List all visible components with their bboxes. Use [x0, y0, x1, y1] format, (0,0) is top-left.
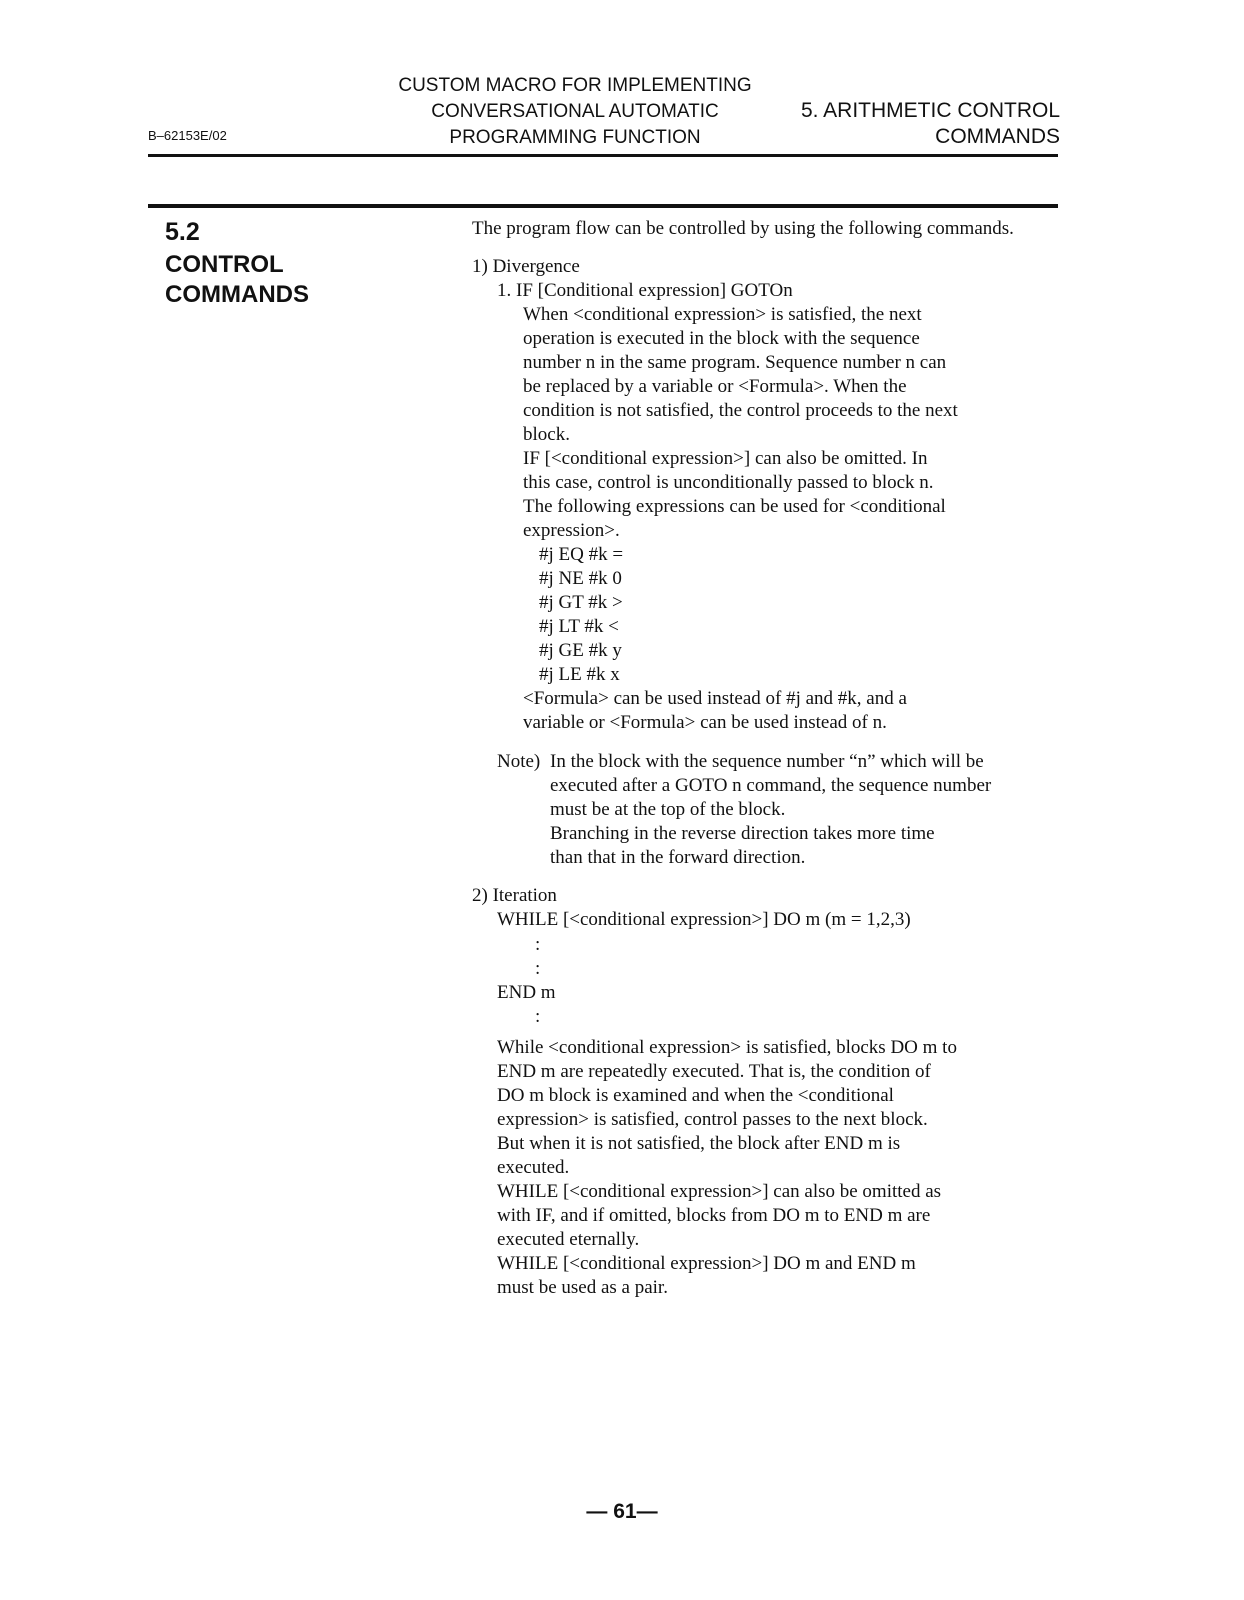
text-line: The following expressions can be used for <conditional — [523, 496, 946, 517]
intro-text: The program flow can be controlled by using the following commands. — [472, 218, 1014, 239]
text-line: executed. — [497, 1157, 570, 1178]
note-label: Note) — [497, 751, 541, 772]
expression-item: #j LT #k < — [539, 616, 619, 637]
text-line: must be at the top of the block. — [550, 799, 786, 820]
text-line: operation is executed in the block with the sequence — [523, 328, 920, 349]
while-syntax: WHILE [<conditional expression>] DO m (m = 1,2,3) — [497, 909, 911, 930]
manual-title-line: PROGRAMMING FUNCTION — [449, 127, 701, 148]
divergence-paragraph-1 — [523, 303, 958, 543]
chapter-title-line: COMMANDS — [935, 125, 1060, 148]
manual-title-line: CONVERSATIONAL AUTOMATIC — [431, 101, 719, 122]
text-line: WHILE [<conditional expression>] DO m and END m — [497, 1253, 916, 1274]
manual-title-line: CUSTOM MACRO FOR IMPLEMENTING — [398, 75, 752, 96]
chapter-title — [760, 98, 1060, 150]
text-line: executed after a GOTO n command, the sequence number — [550, 775, 992, 796]
end-syntax: END m — [497, 982, 556, 1003]
text-line: When <conditional expression> is satisfied, the next — [523, 304, 922, 325]
text-line: variable or <Formula> can be used instead of n. — [523, 712, 887, 733]
manual-title — [390, 73, 760, 151]
text-line: While <conditional expression> is satisfied, blocks DO m to — [497, 1037, 957, 1058]
iteration-heading: 2) Iteration — [472, 885, 557, 906]
text-line: executed eternally. — [497, 1229, 640, 1250]
text-line: END m are repeatedly executed. That is, the condition of — [497, 1061, 931, 1082]
text-line: block. — [523, 424, 570, 445]
divergence-heading: 1) Divergence — [472, 256, 580, 277]
expression-item: #j GE #k y — [539, 640, 622, 661]
header-divider — [148, 154, 1058, 157]
text-line: must be used as a pair. — [497, 1277, 668, 1298]
expression-item: #j LE #k x — [539, 664, 620, 685]
section-title-line: COMMANDS — [165, 281, 309, 308]
text-line: In the block with the sequence number “n” which will be — [550, 751, 984, 772]
ellipsis-colon: : — [535, 1006, 541, 1027]
document-code: B–62153E/02 — [148, 128, 227, 143]
iteration-paragraph — [497, 1036, 957, 1300]
text-line: with IF, and if omitted, blocks from DO m to END m are — [497, 1205, 931, 1226]
text-line: this case, control is unconditionally passed to block n. — [523, 472, 934, 493]
text-line: be replaced by a variable or <Formula>. When the — [523, 376, 907, 397]
ellipsis-colon: : — [535, 958, 541, 979]
section-title — [165, 250, 395, 310]
section-divider — [148, 204, 1058, 208]
expression-item: #j GT #k > — [539, 592, 623, 613]
text-line: But when it is not satisfied, the block after END m is — [497, 1133, 901, 1154]
divergence-paragraph-3 — [523, 687, 907, 735]
expression-item: #j EQ #k = — [539, 544, 624, 565]
expression-item: #j NE #k 0 — [539, 568, 622, 589]
text-line: number n in the same program. Sequence number n can — [523, 352, 947, 373]
text-line: Branching in the reverse direction takes more time — [550, 823, 935, 844]
ellipsis-colon: : — [535, 934, 541, 955]
text-line: expression>. — [523, 520, 620, 541]
note-text — [550, 750, 991, 870]
divergence-item-title: 1. IF [Conditional expression] GOTOn — [497, 280, 793, 301]
text-line: WHILE [<conditional expression>] can also be omitted as — [497, 1181, 942, 1202]
text-line: <Formula> can be used instead of #j and #k, and a — [523, 688, 907, 709]
text-line: expression> is satisfied, control passes to the next block. — [497, 1109, 928, 1130]
page-number: — 61— — [586, 1500, 658, 1523]
text-line: condition is not satisfied, the control proceeds to the next — [523, 400, 958, 421]
conditional-expressions-list — [539, 543, 623, 687]
section-title-line: CONTROL — [165, 251, 284, 278]
section-number: 5.2 — [165, 218, 200, 246]
text-line: IF [<conditional expression>] can also be omitted. In — [523, 448, 928, 469]
text-line: than that in the forward direction. — [550, 847, 806, 868]
chapter-title-line: 5. ARITHMETIC CONTROL — [800, 99, 1060, 122]
text-line: DO m block is examined and when the <conditional — [497, 1085, 894, 1106]
